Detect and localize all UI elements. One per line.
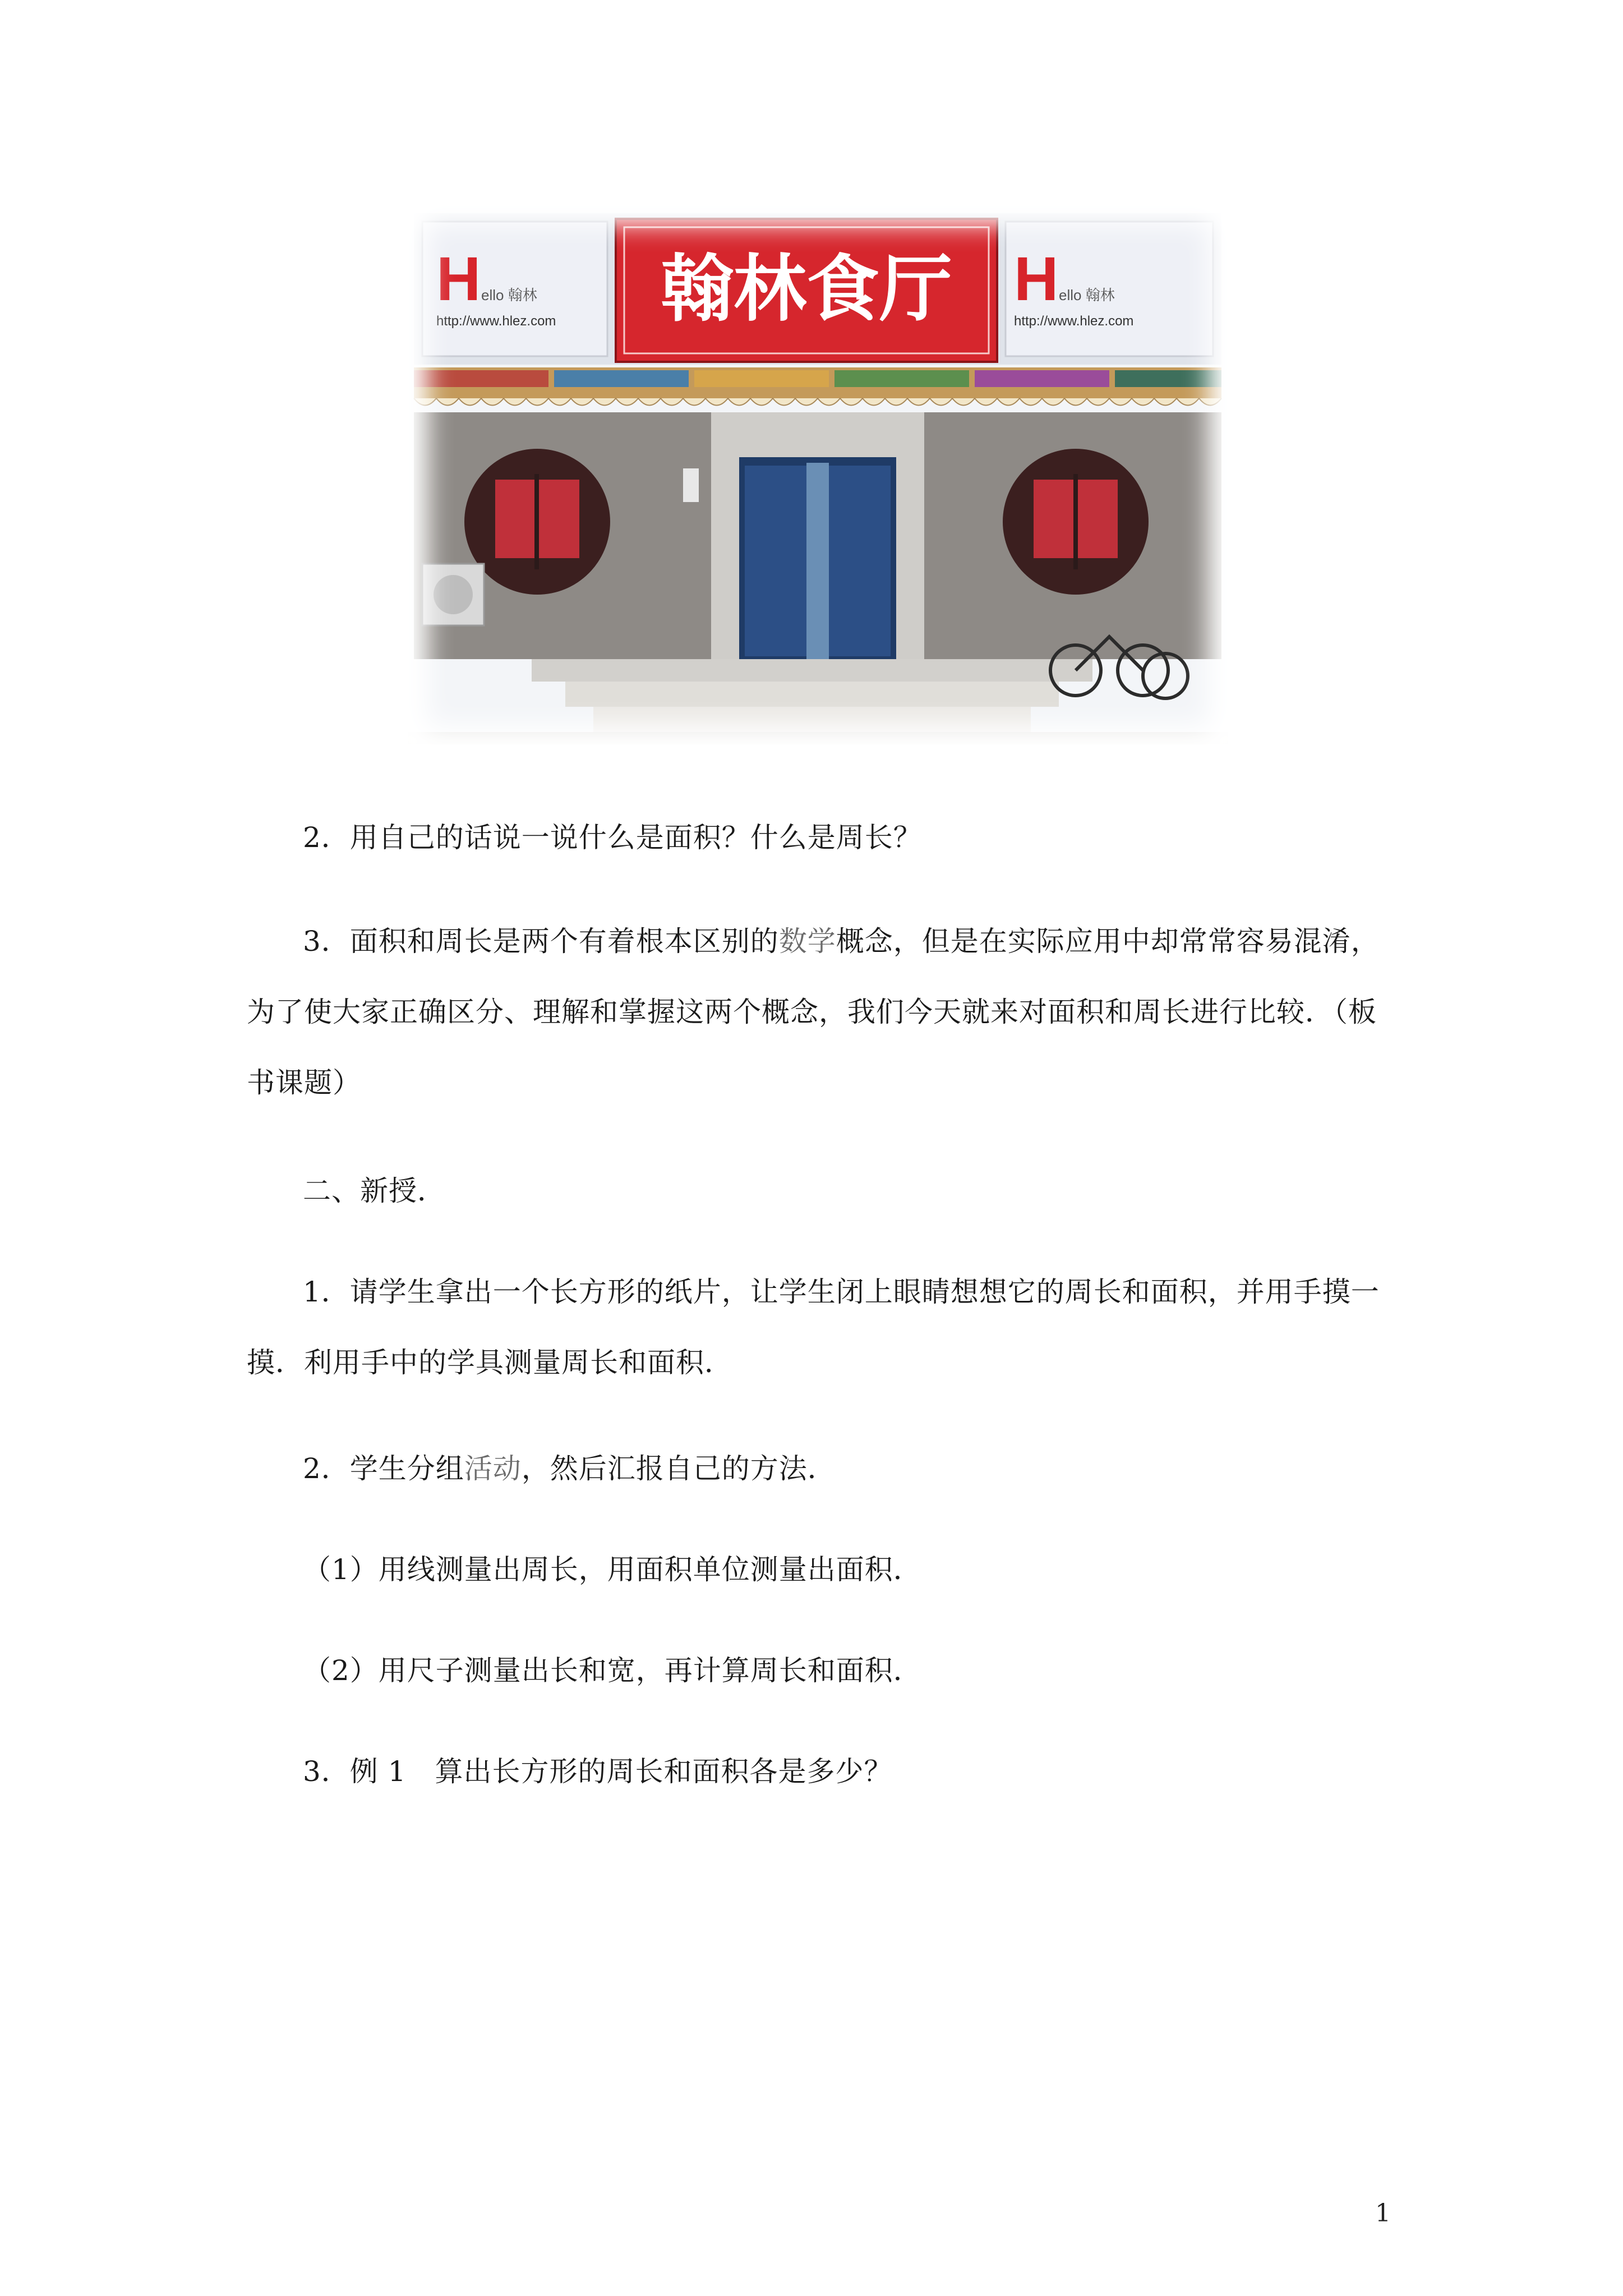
section-heading-text: 二、新授．: [303, 1175, 446, 1207]
page-number: 1: [1375, 2199, 1391, 2228]
left-panel-url: http://www.hlez.com: [436, 314, 556, 329]
step-2-highlight: 活动: [464, 1452, 522, 1485]
right-panel-url: http://www.hlez.com: [1014, 314, 1134, 329]
right-panel-brand: ello 翰林: [1059, 287, 1115, 303]
restaurant-illustration: [408, 205, 1228, 744]
paragraph-3-text-start: 3．面积和周长是两个有着根本区别的: [303, 925, 779, 958]
step-1: [247, 1257, 1391, 1398]
method-1-text: （1）用线测量出周长，用面积单位测量出面积．: [303, 1553, 922, 1586]
left-panel-brand: ello 翰林: [481, 287, 537, 303]
method-2: [303, 1635, 1447, 1706]
method-1: [303, 1534, 1447, 1605]
step-2-text-end: ，然后汇报自己的方法．: [521, 1452, 836, 1485]
restaurant-photo: [408, 205, 1228, 744]
step-1-text: 1．请学生拿出一个长方形的纸片，让学生闭上眼睛想想它的周长和面积，并用手摸一摸．利用手中的学具测量周长和面积．: [247, 1276, 1380, 1379]
svg-text:H: H: [436, 245, 481, 314]
paragraph-2-text: 2．用自己的话说一说什么是面积？什么是周长？: [303, 821, 922, 854]
step-3-text: 3．例 1 算出长方形的周长和面积各是多少？: [303, 1755, 893, 1788]
section-heading-new-lesson: [247, 1156, 1391, 1226]
step-3-example: [247, 1736, 1391, 1807]
paragraph-3: [247, 906, 1391, 1118]
svg-text:H: H: [1014, 245, 1059, 314]
paragraph-3-text-end: 概念，但是在实际应用中却常常容易混淆，为了使大家正确区分、理解和掌握这两个概念，我们今天就来对面积和周长进行比较．（板书课题）: [247, 925, 1380, 1099]
method-2-text: （2）用尺子测量出长和宽，再计算周长和面积．: [303, 1654, 922, 1687]
restaurant-sign-text: 翰林食厅: [660, 246, 953, 332]
step-2: [247, 1433, 1391, 1504]
step-2-text-start: 2．学生分组: [303, 1452, 464, 1485]
paragraph-3-highlight: 数学: [778, 925, 836, 958]
paragraph-2: [247, 802, 1391, 873]
